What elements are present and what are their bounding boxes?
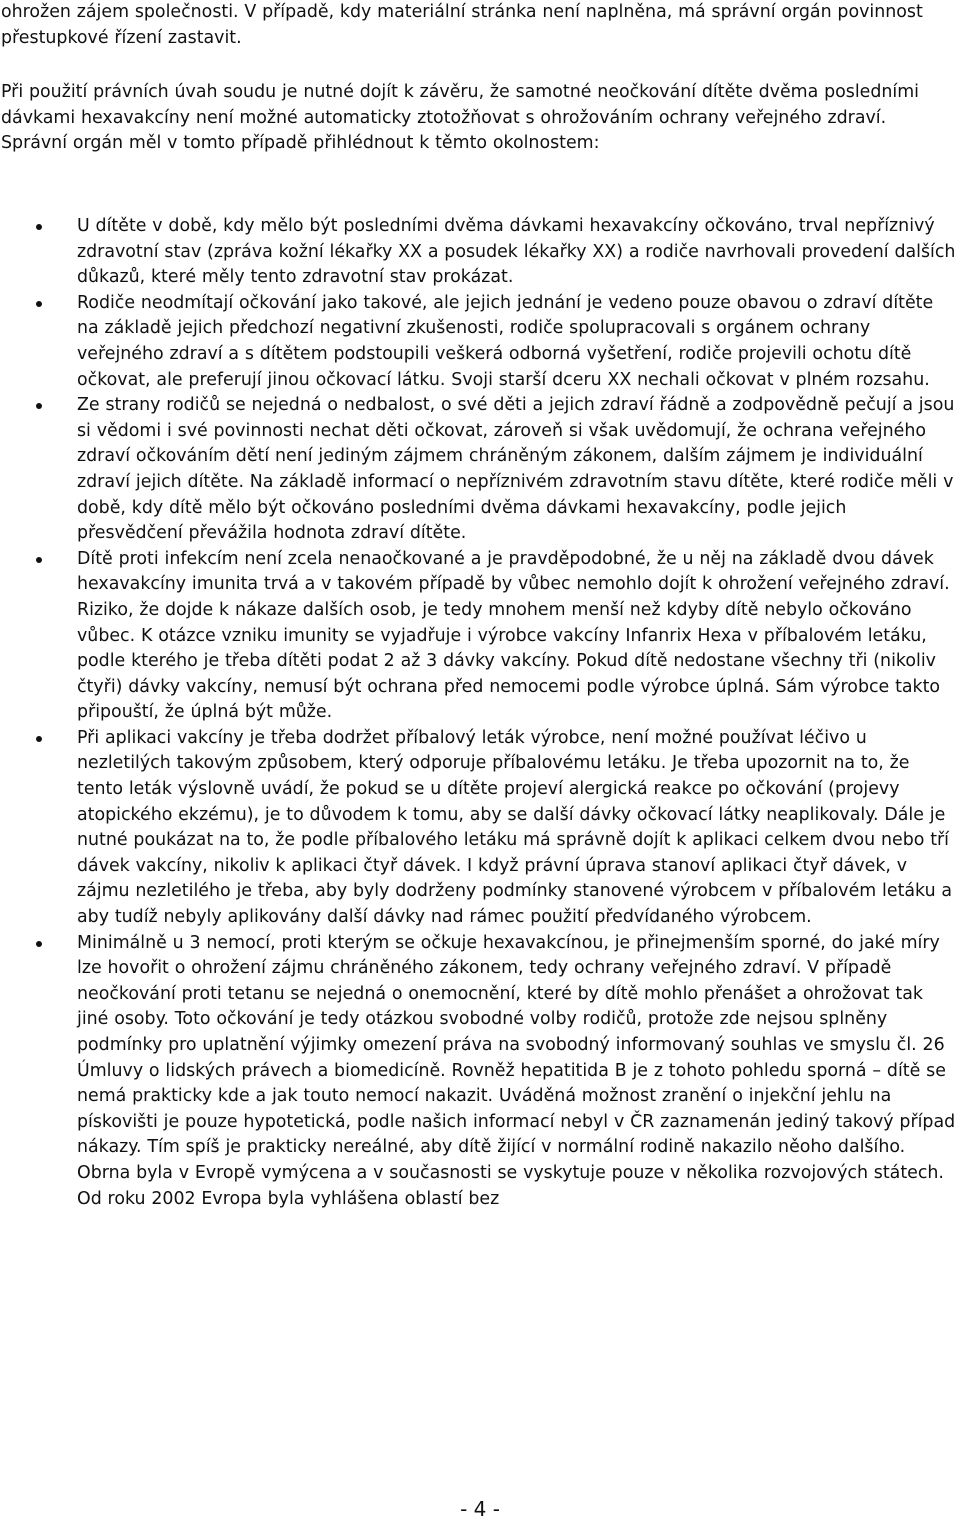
list-item bbox=[0, 547, 958, 726]
circumstances-list bbox=[0, 214, 958, 1212]
paragraph-intro: ohrožen zájem společnosti. V případě, kdy materiální stránka není naplněna, má správní orgán povinnost přestupkové řízení zastavit. bbox=[1, 2, 923, 48]
list-item-text: Minimálně u 3 nemocí, proti kterým se očkuje hexavakcínou, je přinejmenším sporné, do jaké míry lze hovořit o ohrožení zájmu chráněného zákonem, tedy ochrany veřejného zdraví. V případě neočkování proti tetanu se nejedná o onemocnění, které by dítě mohlo přenášet a ohrožovat tak jiné osoby. Toto očkování je tedy otázkou svobodné volby rodičů, protože zde nejsou splněny podmínky pro uplatnění výjimky omezení práva na svobodný informovaný souhlas ve smyslu čl. 26 Úmluvy o lidských právech a biomedicíně. Rovněž hepatitida B je z tohoto pohledu sporná – dítě se nemá prakticky kde a jak touto nemocí nakazit. Uváděná možnost zranění o injekční jehlu na pískovišti je pouze hypotetická, podle našich informací nebyl v ČR zaznamenán jediný takový případ nákazy. Tím spíš je prakticky nereálné, aby dítě žijící v normální rodině nakazilo něoho dalšího. Obrna byla v Evropě vymýcena a v současnosti se vyskytuje pouze v několika rozvojových státech. Od roku 2002 Evropa byla vyhlášena oblastí bez bbox=[77, 932, 956, 1209]
bullet-icon bbox=[36, 403, 42, 409]
bullet-icon bbox=[36, 941, 42, 947]
list-item bbox=[0, 393, 958, 547]
bullet-icon bbox=[36, 301, 42, 307]
bullet-icon bbox=[36, 224, 42, 230]
bullet-icon bbox=[36, 557, 42, 563]
bullet-icon bbox=[36, 736, 42, 742]
list-item bbox=[0, 726, 958, 931]
list-item-text: Dítě proti infekcím není zcela nenaočkované a je pravděpodobné, že u něj na základě dvou dávek hexavakcíny imunita trvá a v takovém případě by vůbec nemohlo dojít k ohrožení veřejného zdraví. Riziko, že dojde k nákaze dalších osob, je tedy mnohem menší než kdyby dítě nebylo očkováno vůbec. K otázce vzniku imunity se vyjadřuje i výrobce vakcíny Infanrix Hexa v příbalovém letáku, podle kterého je třeba dítěti podat 2 až 3 dávky vakcíny. Pokud dítě nedostane všechny tři (nikoliv čtyři) dávky vakcíny, nemusí být ochrana před nemocemi podle výrobce úplná. Sám výrobce takto připouští, že úplná být může. bbox=[77, 548, 950, 723]
list-item bbox=[0, 214, 958, 291]
list-item bbox=[0, 931, 958, 1213]
list-item-text: Při aplikaci vakcíny je třeba dodržet příbalový leták výrobce, není možné používat léčivo u nezletilých takovým způsobem, který odporuje příbalovému letáku. Je třeba upozornit na to, že tento leták výslovně uvádí, že pokud se u dítěte projeví alergická reakce po očkování (projevy atopického ekzému), je to důvodem k tomu, aby se další dávky očkovací látky neaplikovaly. Dále je nutné poukázat na to, že podle příbalového letáku má správně dojít k aplikaci celkem dvou nebo tří dávek vakcíny, nikoliv k aplikaci čtyř dávek. I když právní úprava stanoví aplikaci čtyř dávek, v zájmu nezletilého je třeba, aby byly dodrženy podmínky stanovené výrobcem v příbalovém letáku a aby tudíž nebyly aplikovány další dávky nad rámec použití předvídaného výrobcem. bbox=[77, 727, 953, 928]
paragraph-court-reasoning: Při použití právních úvah soudu je nutné dojít k závěru, že samotné neočkování dítěte dvěma posledními dávkami hexavakcíny není možné automaticky ztotožňovat s ohrožováním ochrany veřejného zdraví. Správní orgán měl v tomto případě přihlédnout k těmto okolnostem: bbox=[1, 82, 920, 154]
list-item bbox=[0, 291, 958, 393]
page-number: - 4 - bbox=[460, 1497, 500, 1521]
list-item-text: Ze strany rodičů se nejedná o nedbalost, o své děti a jejich zdraví řádně a zodpovědně pečují a jsou si vědomi i své povinnosti nechat děti očkovat, zároveň si však uvědomují, že ochrana veřejného zdraví očkováním dětí není jediným zájmem chráněným zákonem, dalším zájmem je individuální zdraví jejich dítěte. Na základě informací o nepříznivém zdravotním stavu dítěte, které rodiče měli v době, kdy dítě mělo být očkováno posledními dvěma dávkami hexavakcíny, podle jejich přesvědčení převážila hodnota zdraví dítěte. bbox=[77, 395, 955, 544]
list-item-text: U dítěte v době, kdy mělo být posledními dvěma dávkami hexavakcíny očkováno, trval nepříznivý zdravotní stav (zpráva kožní lékařky XX a posudek lékařky XX) a rodiče navrhovali provedení dalších důkazů, které měly tento zdravotní stav prokázat. bbox=[77, 216, 956, 288]
list-item-text: Rodiče neodmítají očkování jako takové, ale jejich jednání je vedeno pouze obavou o zdraví dítěte na základě jejich předchozí negativní zkušenosti, rodiče spolupracovali s orgánem ochrany veřejného zdraví a s dítětem podstoupili veškerá odborná vyšetření, rodiče projevili ochotu dítě očkovat, ale preferují jinou očkovací látku. Svoji starší dceru XX nechali očkovat v plném rozsahu. bbox=[77, 292, 934, 390]
